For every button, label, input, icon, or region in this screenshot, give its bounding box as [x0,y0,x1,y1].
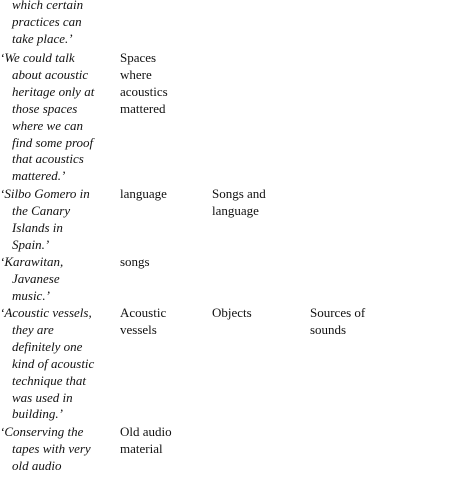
table-row [0,50,474,186]
table-row [0,305,474,424]
quote-cell: ‘Conserving the tapes with very old audio [0,424,91,473]
code-cell: songs [120,254,150,269]
quote-cell: ‘Karawitan, Javanese music.’ [0,254,64,303]
quote-cell: ‘Acoustic vessels, they are definitely one kind of acoustic technique that was used in building.’ [0,305,95,422]
code-cell: Old audio material [120,424,172,456]
quote-cell: which certain practices can take place.’ [12,0,84,46]
theme-cell: Sources of sounds [310,305,366,337]
code-cell: Spaces where acoustics mattered [120,50,168,116]
table-row [0,424,474,484]
quote-cell: ‘Silbo Gomero in the Canary Islands in Spain.’ [0,186,90,252]
category-cell: Songs and language [212,186,266,218]
table-row [0,254,474,305]
table-row [0,186,474,254]
table-row [0,0,474,50]
code-cell: language [120,186,167,201]
code-cell: Acoustic vessels [120,305,167,337]
quote-cell: ‘We could talk about acoustic heritage only at those spaces where we can find some proof that acoustics mattered.’ [0,50,95,184]
category-cell: Objects [212,305,252,320]
